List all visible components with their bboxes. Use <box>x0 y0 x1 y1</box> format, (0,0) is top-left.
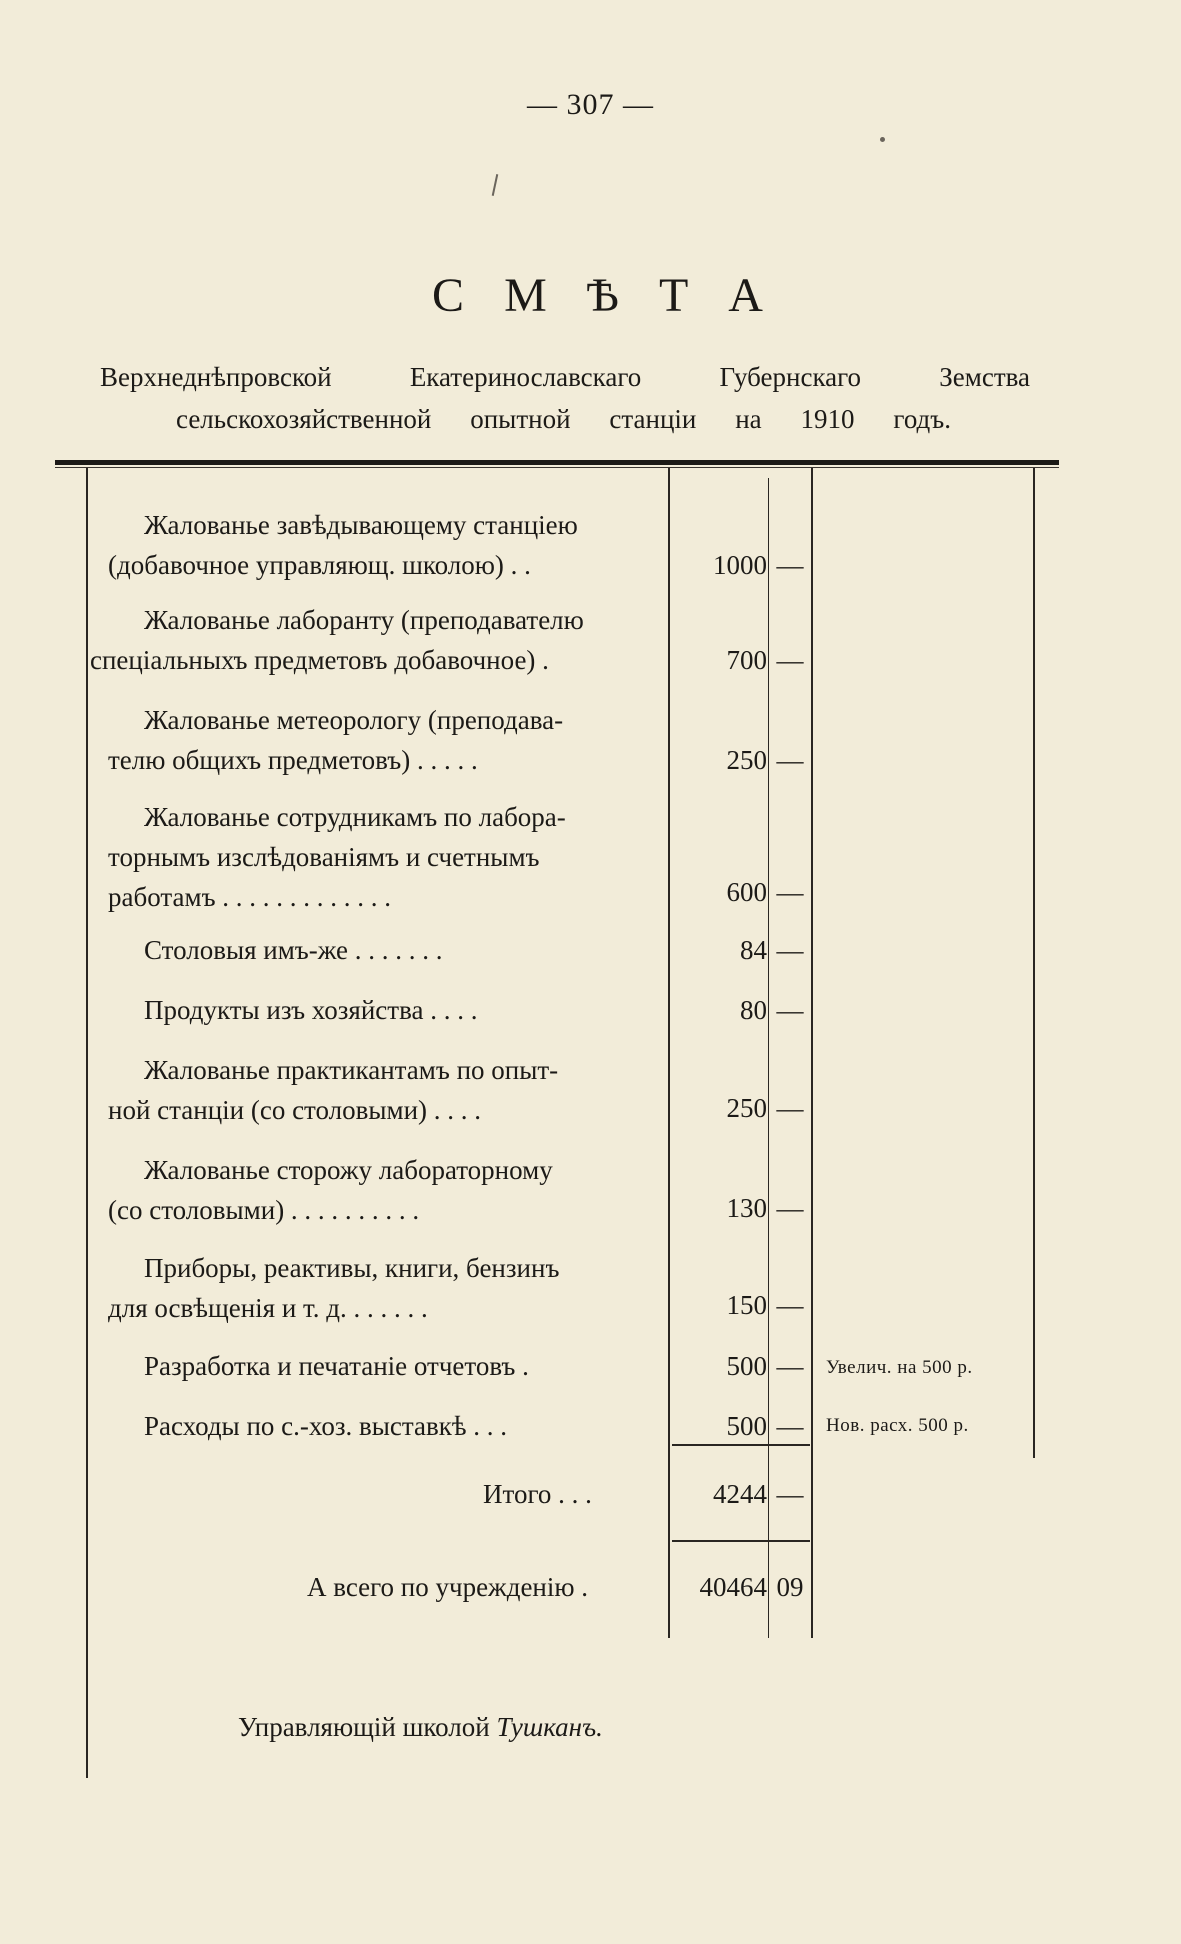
row-4-line-3: работамъ . . . . . . . . . . . . . <box>108 882 392 912</box>
row-2-line-2: спеціальныхъ предметовъ добавочное) . <box>90 645 549 675</box>
row-1-amount: 1000 <box>713 550 767 580</box>
row-2-text <box>90 600 584 680</box>
row-8-line-2: (со столовыми) . . . . . . . . . . <box>108 1195 420 1225</box>
row-1-text <box>108 505 578 585</box>
amount-column-divider <box>668 468 670 1638</box>
row-10-kop: — <box>776 1351 804 1381</box>
row-6-text <box>144 990 477 1030</box>
total-amount: 4244 <box>713 1479 767 1509</box>
row-8-line-1: Жалованье сторожу лабораторному <box>144 1155 553 1185</box>
row-5-kop: — <box>776 935 804 965</box>
row-6-amount: 80 <box>740 995 767 1025</box>
table-top-rule-thin <box>55 467 1059 468</box>
signature-name: Тушканъ. <box>496 1712 603 1742</box>
row-9-amount: 150 <box>726 1290 767 1320</box>
row-7-line-1: Жалованье практикантамъ по опыт- <box>144 1055 559 1085</box>
grand-total-label: А всего по учрежденію . <box>307 1572 589 1602</box>
row-6-kop: — <box>776 995 804 1025</box>
row-5-amount: 84 <box>740 935 767 965</box>
row-4-text <box>108 797 566 917</box>
total-label: Итого . . . <box>483 1479 592 1509</box>
table-top-rule <box>55 460 1059 465</box>
subtitle-line-2: сельскохозяйственной опытной станціи на 1910 годъ. <box>176 404 951 434</box>
row-1-line-2: (добавочное управляющ. школою) . . <box>108 550 531 580</box>
row-10-line-1: Разработка и печатаніе отчетовъ . <box>144 1351 529 1381</box>
row-5-line-1: Столовыя имъ-же . . . . . . . <box>144 935 443 965</box>
row-4-line-2: торнымъ изслѣдованіямъ и счетнымъ <box>108 842 540 872</box>
row-3-line-2: телю общихъ предметовъ) . . . . . <box>108 745 478 775</box>
grand-total-kop: 09 <box>776 1572 804 1602</box>
row-7-kop: — <box>776 1093 804 1123</box>
row-10-amount: 500 <box>726 1351 767 1381</box>
row-2-kop: — <box>776 645 804 675</box>
row-9-line-1: Приборы, реактивы, книги, бензинъ <box>144 1253 560 1283</box>
row-8-amount: 130 <box>726 1193 767 1223</box>
row-3-kop: — <box>776 745 804 775</box>
row-6-line-1: Продукты изъ хозяйства . . . . <box>144 995 478 1025</box>
row-10-note: Увелич. на 500 р. <box>826 1357 973 1378</box>
row-9-line-2: для освѣщенія и т. д. . . . . . . <box>108 1293 428 1323</box>
row-4-kop: — <box>776 877 804 907</box>
row-7-text <box>108 1050 558 1130</box>
row-8-text <box>108 1150 553 1230</box>
document-title: С М Ѣ Т А <box>432 269 777 322</box>
row-3-line-1: Жалованье метеорологу (преподава- <box>144 705 564 735</box>
total-kop: — <box>776 1479 804 1509</box>
signature <box>238 1712 603 1743</box>
row-3-text <box>108 700 563 780</box>
note-column-divider <box>811 468 813 1638</box>
grand-total-sum-line <box>672 1540 810 1542</box>
row-9-text <box>108 1248 559 1328</box>
stray-mark-slash <box>492 174 499 196</box>
row-4-amount: 600 <box>726 877 767 907</box>
page-number: — 307 — <box>527 88 654 121</box>
table-left-border <box>86 468 88 1778</box>
table-right-border <box>1033 468 1035 1458</box>
row-2-amount: 700 <box>726 645 767 675</box>
row-11-text <box>144 1406 507 1446</box>
row-7-line-2: ной станціи (со столовыми) . . . . <box>108 1095 482 1125</box>
row-7-amount: 250 <box>726 1093 767 1123</box>
row-9-kop: — <box>776 1290 804 1320</box>
subtitle-line-1: Верхнеднѣпровской Екатеринославскаго Губернскаго Земства <box>100 362 1030 392</box>
signature-prefix: Управляющій школой <box>238 1712 490 1742</box>
row-8-kop: — <box>776 1193 804 1223</box>
row-3-amount: 250 <box>726 745 767 775</box>
row-11-note: Нов. расх. 500 р. <box>826 1415 969 1436</box>
row-5-text <box>144 930 443 970</box>
grand-total-amount: 40464 <box>699 1572 767 1602</box>
row-11-amount: 500 <box>726 1411 767 1441</box>
stray-mark-dot <box>880 137 885 142</box>
row-1-kop: — <box>776 550 804 580</box>
row-2-line-1: Жалованье лаборанту (преподавателю <box>144 605 584 635</box>
kop-column-divider <box>768 478 769 1638</box>
row-10-text <box>144 1346 529 1386</box>
row-11-kop: — <box>776 1411 804 1441</box>
row-1-line-1: Жалованье завѣдывающему станціею <box>144 510 578 540</box>
row-11-line-1: Расходы по с.-хоз. выставкѣ . . . <box>144 1411 508 1441</box>
row-4-line-1: Жалованье сотрудникамъ по лабора- <box>144 802 566 832</box>
